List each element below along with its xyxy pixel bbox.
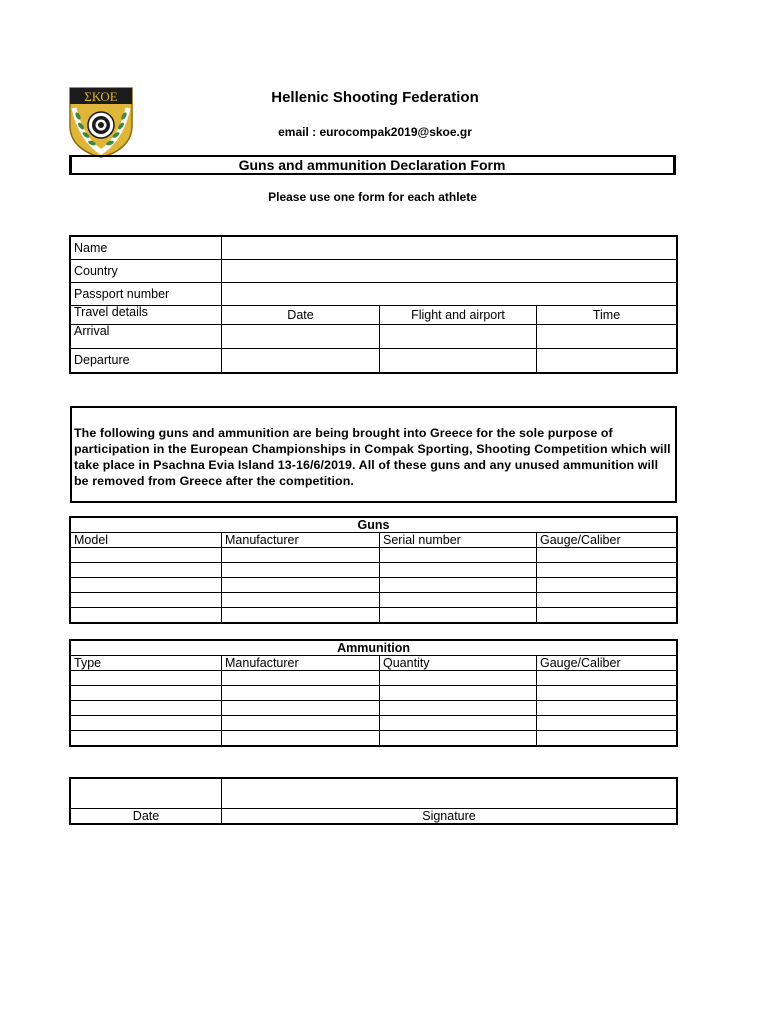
guns-gauge-cell[interactable] (537, 563, 677, 578)
guns-row (71, 608, 677, 623)
ammo-gauge-cell[interactable] (537, 701, 677, 716)
guns-serial-cell[interactable] (380, 548, 537, 563)
departure-date-field[interactable] (222, 349, 380, 373)
passport-field[interactable] (222, 283, 677, 306)
ammo-quantity-cell[interactable] (380, 701, 537, 716)
ammo-type-cell[interactable] (71, 701, 222, 716)
guns-row (71, 593, 677, 608)
guns-model-cell[interactable] (71, 593, 222, 608)
athlete-details-table (70, 236, 677, 373)
logo-text: ΣΚΟΕ (84, 89, 118, 104)
departure-flight-field[interactable] (380, 349, 537, 373)
form-instruction: Please use one form for each athlete (268, 190, 477, 204)
ammo-quantity-cell[interactable] (380, 671, 537, 686)
guns-row (71, 548, 677, 563)
guns-serial-cell[interactable] (380, 608, 537, 623)
arrival-flight-field[interactable] (380, 325, 537, 349)
travel-details-label: Travel details (71, 306, 222, 325)
ammo-row (71, 716, 677, 731)
guns-model-cell[interactable] (71, 578, 222, 593)
arrival-time-field[interactable] (537, 325, 677, 349)
arrival-date-field[interactable] (222, 325, 380, 349)
ammunition-section-title: Ammunition (71, 641, 677, 656)
country-label: Country (71, 260, 222, 283)
ammo-row (71, 671, 677, 686)
ammo-gauge-cell[interactable] (537, 671, 677, 686)
date-column-header: Date (222, 306, 380, 325)
guns-gauge-cell[interactable] (537, 593, 677, 608)
guns-section-title: Guns (71, 518, 677, 533)
ammo-type-cell[interactable] (71, 686, 222, 701)
passport-label: Passport number (71, 283, 222, 306)
guns-gauge-cell[interactable] (537, 608, 677, 623)
arrival-label: Arrival (71, 325, 222, 349)
ammo-row (71, 731, 677, 746)
guns-serial-cell[interactable] (380, 578, 537, 593)
guns-model-cell[interactable] (71, 608, 222, 623)
guns-gauge-cell[interactable] (537, 578, 677, 593)
ammo-manufacturer-cell[interactable] (222, 731, 380, 746)
declaration-statement-box (70, 406, 677, 503)
guns-gauge-cell[interactable] (537, 548, 677, 563)
guns-model-cell[interactable] (71, 563, 222, 578)
form-title-box (69, 155, 676, 175)
ammo-manufacturer-cell[interactable] (222, 686, 380, 701)
contact-email: email : eurocompak2019@skoe.gr (278, 125, 472, 139)
signature-table (70, 778, 677, 824)
guns-model-cell[interactable] (71, 548, 222, 563)
guns-manufacturer-cell[interactable] (222, 608, 380, 623)
guns-serial-cell[interactable] (380, 593, 537, 608)
ammo-quantity-cell[interactable] (380, 716, 537, 731)
ammo-manufacturer-cell[interactable] (222, 671, 380, 686)
ammo-row (71, 701, 677, 716)
departure-label: Departure (71, 349, 222, 373)
guns-table (70, 517, 677, 623)
declaration-statement: The following guns and ammunition are being brought into Greece for the sole purpose of participation in the European Championships in Compak Sporting, Shooting Competition which will take place in Psachna Evia Island 13-16/6/2019. All of these guns and any unused ammunition will be removed from Greece after the competition. (74, 426, 671, 488)
ammo-gauge-cell[interactable] (537, 686, 677, 701)
signature-entry-field[interactable] (222, 779, 677, 809)
departure-time-field[interactable] (537, 349, 677, 373)
guns-serial-cell[interactable] (380, 563, 537, 578)
flight-column-header: Flight and airport (380, 306, 537, 325)
ammo-gauge-header: Gauge/Caliber (537, 656, 677, 671)
guns-row (71, 578, 677, 593)
ammunition-table (70, 640, 677, 746)
guns-manufacturer-cell[interactable] (222, 593, 380, 608)
ammo-gauge-cell[interactable] (537, 731, 677, 746)
ammo-quantity-header: Quantity (380, 656, 537, 671)
federation-logo (68, 86, 134, 158)
ammo-type-cell[interactable] (71, 731, 222, 746)
ammo-quantity-cell[interactable] (380, 686, 537, 701)
ammo-type-header: Type (71, 656, 222, 671)
ammo-type-cell[interactable] (71, 716, 222, 731)
ammo-quantity-cell[interactable] (380, 731, 537, 746)
time-column-header: Time (537, 306, 677, 325)
name-label: Name (71, 237, 222, 260)
ammo-type-cell[interactable] (71, 671, 222, 686)
name-field[interactable] (222, 237, 677, 260)
organization-name: Hellenic Shooting Federation (271, 89, 479, 106)
guns-manufacturer-cell[interactable] (222, 563, 380, 578)
country-field[interactable] (222, 260, 677, 283)
guns-row (71, 563, 677, 578)
ammo-gauge-cell[interactable] (537, 716, 677, 731)
guns-manufacturer-cell[interactable] (222, 548, 380, 563)
form-title: Guns and ammunition Declaration Form (238, 157, 506, 173)
date-label: Date (71, 809, 222, 824)
guns-manufacturer-header: Manufacturer (222, 533, 380, 548)
guns-model-header: Model (71, 533, 222, 548)
ammo-manufacturer-header: Manufacturer (222, 656, 380, 671)
date-entry-field[interactable] (71, 779, 222, 809)
ammo-manufacturer-cell[interactable] (222, 701, 380, 716)
guns-manufacturer-cell[interactable] (222, 578, 380, 593)
guns-serial-header: Serial number (380, 533, 537, 548)
ammo-manufacturer-cell[interactable] (222, 716, 380, 731)
guns-gauge-header: Gauge/Caliber (537, 533, 677, 548)
signature-label: Signature (222, 809, 677, 824)
ammo-row (71, 686, 677, 701)
